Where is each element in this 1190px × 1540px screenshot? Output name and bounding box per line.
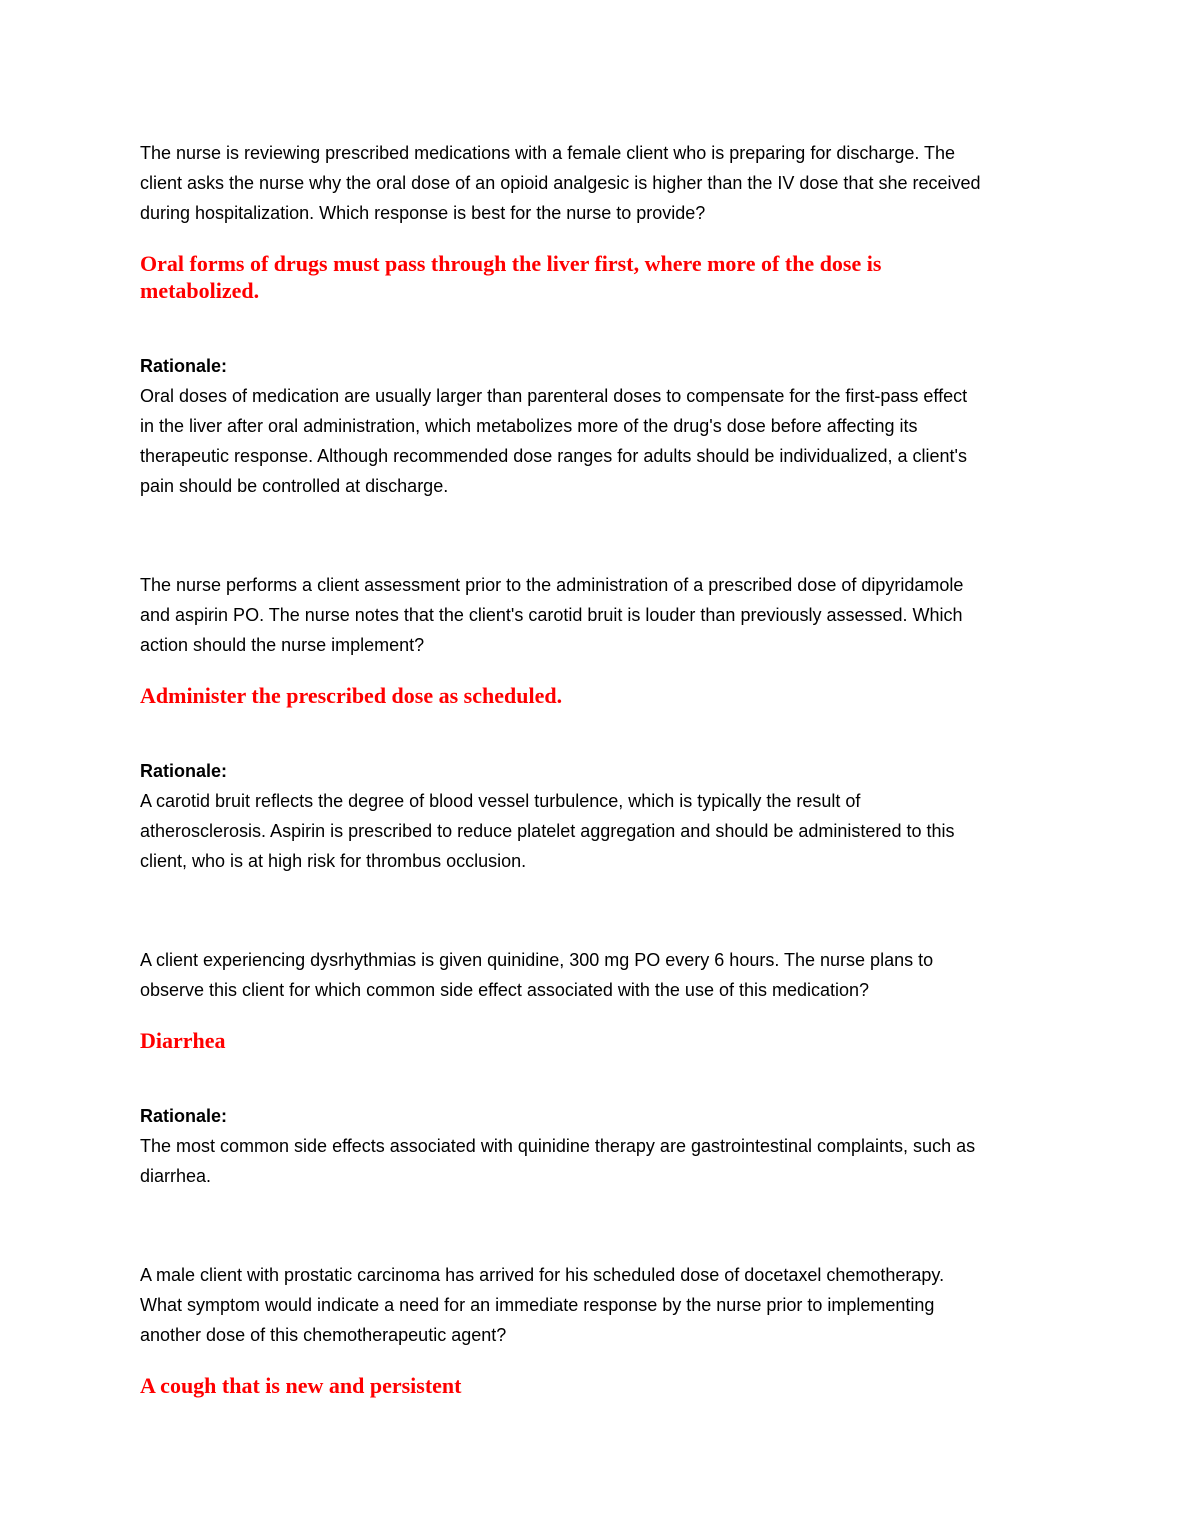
answer-line: Diarrhea [140,1028,226,1053]
answer-line: Oral forms of drugs must pass through the liver first, where more of the dose is [140,251,882,276]
rationale-2 [140,786,1070,876]
answer-line: metabolized. [140,278,260,303]
answer-4 [140,1372,1070,1399]
rationale-label-3: Rationale: [140,1106,228,1126]
answer-3 [140,1027,1070,1054]
answer-line: Administer the prescribed dose as scheduled. [140,683,563,708]
rationale-line: The most common side effects associated with quinidine therapy are gastrointestinal complaints, such as [140,1136,976,1156]
question-line: action should the nurse implement? [140,635,425,655]
rationale-label-1: Rationale: [140,356,228,376]
question-line: The nurse performs a client assessment prior to the administration of a prescribed dose of dipyridamole [140,575,964,595]
question-4 [140,1260,1070,1350]
question-2 [140,570,1070,660]
rationale-line: client, who is at high risk for thrombus occlusion. [140,851,527,871]
question-line: and aspirin PO. The nurse notes that the client's carotid bruit is louder than previously assessed. Which [140,605,963,625]
question-line: observe this client for which common side effect associated with the use of this medication? [140,980,870,1000]
rationale-line: Oral doses of medication are usually larger than parenteral doses to compensate for the first-pass effect [140,386,968,406]
question-line: What symptom would indicate a need for an immediate response by the nurse prior to implementing [140,1295,935,1315]
rationale-label-2: Rationale: [140,761,228,781]
question-1 [140,138,1070,228]
question-line: during hospitalization. Which response is best for the nurse to provide? [140,203,706,223]
rationale-line: pain should be controlled at discharge. [140,476,449,496]
rationale-line: diarrhea. [140,1166,212,1186]
rationale-line: therapeutic response. Although recommended dose ranges for adults should be individualized, a client's [140,446,967,466]
rationale-line: A carotid bruit reflects the degree of blood vessel turbulence, which is typically the result of [140,791,861,811]
rationale-line: in the liver after oral administration, which metabolizes more of the drug's dose before affecting its [140,416,918,436]
rationale-line: atherosclerosis. Aspirin is prescribed to reduce platelet aggregation and should be administered to this [140,821,955,841]
question-line: A client experiencing dysrhythmias is given quinidine, 300 mg PO every 6 hours. The nurse plans to [140,950,934,970]
question-3 [140,945,1070,1005]
question-line: The nurse is reviewing prescribed medications with a female client who is preparing for discharge. The [140,143,956,163]
question-line: A male client with prostatic carcinoma has arrived for his scheduled dose of docetaxel chemotherapy. [140,1265,945,1285]
answer-1 [140,250,1070,304]
answer-2 [140,682,1070,709]
question-line: client asks the nurse why the oral dose of an opioid analgesic is higher than the IV dose that she received [140,173,981,193]
question-line: another dose of this chemotherapeutic agent? [140,1325,507,1345]
answer-line: A cough that is new and persistent [140,1373,462,1398]
rationale-3 [140,1131,1070,1191]
rationale-1 [140,381,1070,501]
